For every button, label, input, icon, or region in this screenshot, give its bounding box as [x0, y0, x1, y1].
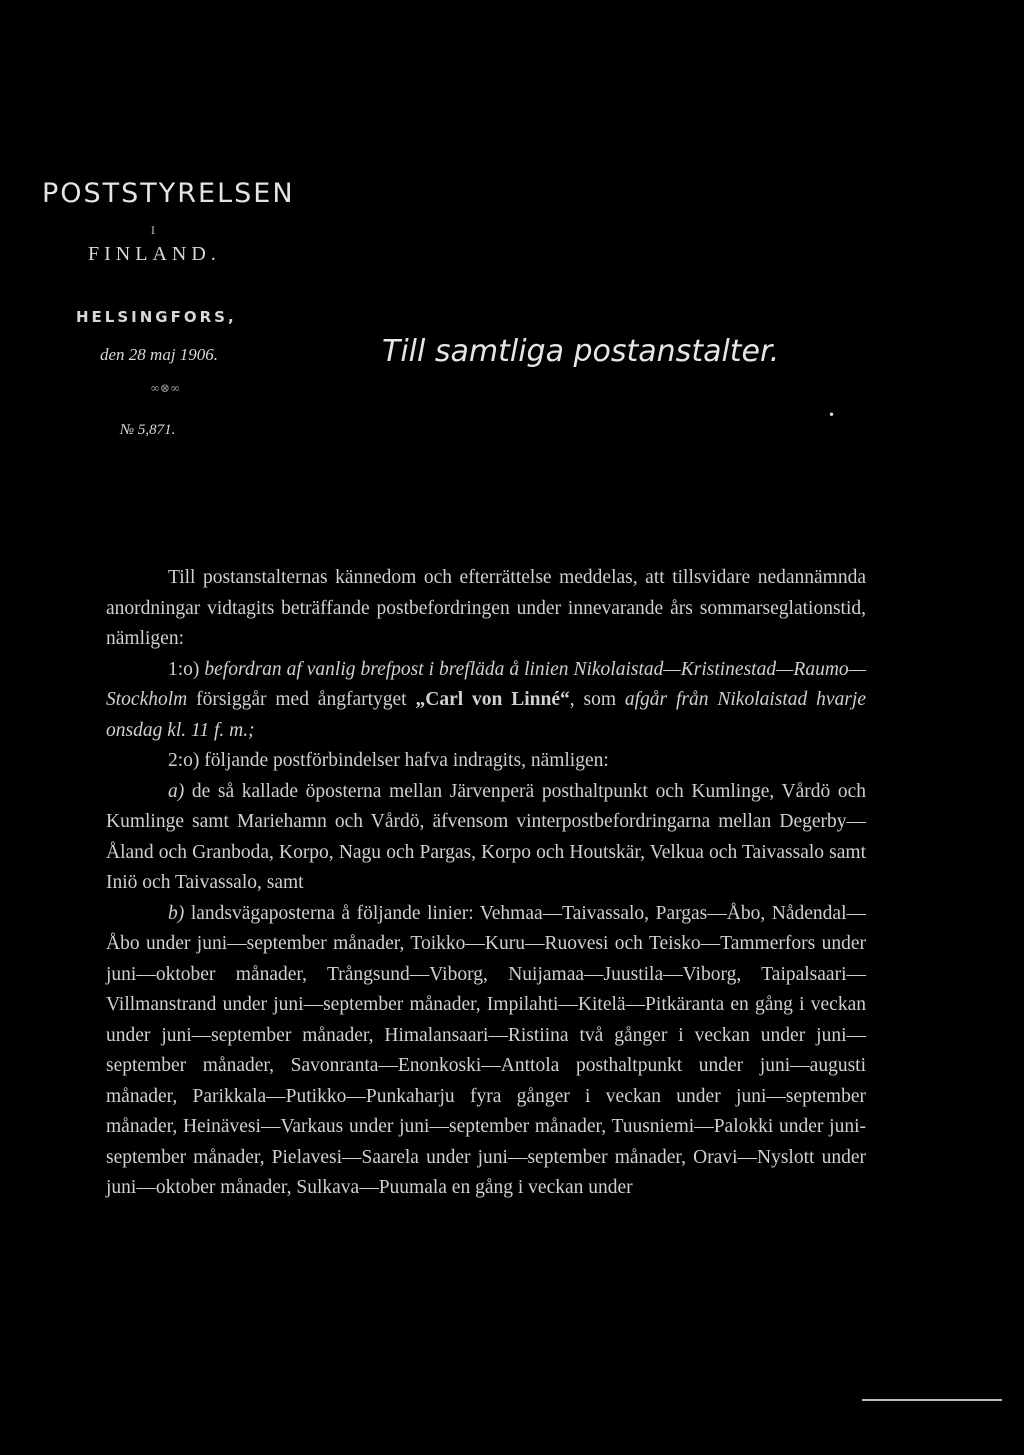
item-2b-label: b) — [168, 902, 185, 924]
document-date: den 28 maj 1906. — [100, 345, 219, 364]
paragraph-intro: Till postanstalternas kännedom och efterrättelse meddelas, att tillsvidare nedannämnda anordningar vidtagits beträffande postbefordringen under innevarande års sommarseglationstid, nämligen: — [106, 567, 866, 649]
item-2b-text: landsvägaposterna å följande linier: Vehmaa—Taivassalo, Pargas—Åbo, Nådendal—Åbo under juni—september månader, Toikko—Kuru—Ruovesi och Teisko—Tammerfors under juni—oktober månader, Trångsund—Viborg, Nuijamaa—Juustila—Viborg, Taipalsaari—Villmanstrand under juni—september månader, Impilahti—Kitelä—Pitkäranta en gång i veckan under juni—september månader, Himalansaari—Ristiina två gånger i veckan under juni—september månader, Savonranta—Enonkoski—Anttola posthaltpunkt under juni—augusti månader, Parikkala—Putikko—Punkaharju fyra gånger i veckan under juni—september månader, Heinävesi—Varkaus under juni—september månader, Tuusniemi—Palokki under juni- september månader, Pielavesi—Saarela under juni—september månader, Oravi—Nyslott under juni—oktober månader, Sulkava—Puumala en gång i veckan under — [106, 902, 866, 1198]
bottom-rule — [862, 1399, 1002, 1401]
ornament-divider: ∞⊗∞ — [150, 381, 181, 395]
ship-name: „Carl von Linné“ — [415, 689, 570, 710]
organization-name: POSTSTYRELSEN — [42, 178, 295, 209]
item-1-number: 1:o) — [168, 658, 205, 680]
paragraph-item-2: 2:o) följande postförbindelser hafva indragits, nämligen: — [168, 750, 609, 771]
organization-country: FINLAND. — [88, 243, 221, 265]
organization-preposition: I — [151, 226, 155, 237]
item-1-text-2: , som — [569, 689, 625, 710]
paragraph-item-2b — [106, 899, 866, 1204]
stray-mark: • — [828, 408, 836, 422]
paragraph-item-2a — [106, 777, 866, 899]
place-name: HELSINGFORS, — [76, 308, 237, 326]
item-1-departure: afgår från Nikolaistad hvarje onsdag kl. 11 f. m.; — [106, 689, 866, 741]
paragraph-item-1 — [106, 655, 866, 747]
item-1-text: försiggår med ångfartyget — [187, 689, 416, 710]
item-1-route: befordran af vanlig brefpost i brefläda å linien Nikolaistad—Kristinestad—Raumo—Stockholm — [106, 658, 866, 710]
document-body — [106, 563, 866, 1204]
salutation: Till samtliga postanstalter. — [382, 334, 780, 369]
document-number: № 5,871. — [120, 422, 176, 438]
item-2a-text: de så kallade öposterna mellan Järvenperä posthaltpunkt och Kumlinge, Vårdö och Kumlinge samt Mariehamn och Vårdö, äfvensom vinterpostbefordringarna mellan Degerby—Åland och Granboda, Korpo, Nagu och Pargas, Korpo och Houtskär, Velkua och Taivassalo samt Iniö och Taivassalo, samt — [106, 780, 866, 893]
item-2a-label: a) — [168, 780, 185, 802]
